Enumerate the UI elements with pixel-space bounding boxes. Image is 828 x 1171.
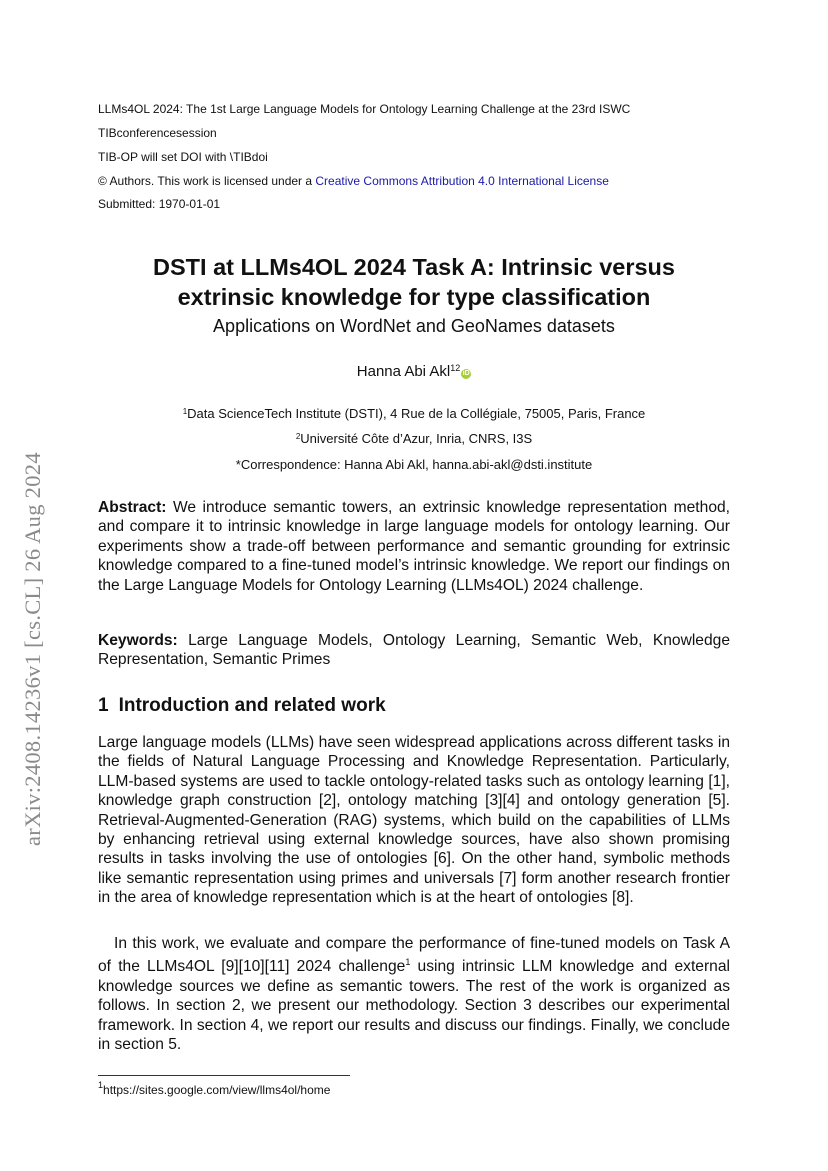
footnote-ref[interactable]: 1 (405, 957, 411, 968)
abstract-label: Abstract: (98, 499, 167, 516)
keywords-label: Keywords: (98, 632, 178, 649)
abstract-text: We introduce semantic towers, an extrinsic knowledge representation method, and compare it to intrinsic knowledge in large language models for ontology learning. Our experiments show a trade-off between performance and semantic grounding for extrinsic knowledge compared to a fine-tuned model’s intrinsic knowledge. We report our findings on the Large Language Models for Ontology Learning (LLMs4OL) 2024 challenge. (98, 499, 730, 594)
affiliation-1 (98, 406, 730, 421)
affiliation-mark: 2 (295, 432, 301, 441)
section-title: Introduction and related work (118, 695, 386, 716)
affiliation-text: Data ScienceTech Institute (DSTI), 4 Rue de la Collégiale, 75005, Paris, France (187, 406, 646, 421)
paper-title-line-1: DSTI at LLMs4OL 2024 Task A: Intrinsic versus (153, 254, 675, 280)
submitted-line: Submitted: 1970-01-01 (98, 197, 221, 211)
keywords (98, 631, 730, 670)
affiliation-text: Université Côte d’Azur, Inria, CNRS, I3S (300, 431, 533, 446)
footnote-url[interactable]: https://sites.google.com/view/llms4ol/home (103, 1083, 331, 1097)
intro-paragraph-1: Large language models (LLMs) have seen widespread applications across different tasks in the fields of Natural Language Processing and Knowledge Representation. Particularly, LLM-based systems are used to tackle ontology-related tasks such as ontology learning [1], knowledge graph construction [2], ontology matching [3][4] and ontology generation [5]. Retrieval-Augmented-Generation (RAG) systems, which build on the capabilities of LLMs by enhancing retrieval using external knowledge sources, have also shown promising results in tasks involving the use of ontologies [6]. On the other hand, symbolic methods like semantic representation using primes and universals [7] form another research frontier in the area of knowledge representation which is at the heart of ontologies [8]. (98, 734, 730, 907)
affiliation-mark: 1 (182, 407, 188, 416)
doi-line: TIB-OP will set DOI with \TIBdoi (98, 150, 268, 164)
orcid-icon[interactable]: iD (462, 370, 470, 377)
paper-title-line-2: extrinsic knowledge for type classification (177, 284, 651, 310)
author-line (98, 363, 730, 380)
license-prefix: © Authors. This work is licensed under a (98, 174, 316, 188)
footnote-mark: 1 (98, 1080, 104, 1090)
intro-paragraph-2 (98, 934, 730, 1054)
session-line: TIBconferencesession (98, 126, 217, 140)
footnote-rule (98, 1075, 350, 1076)
keywords-text: Large Language Models, Ontology Learning, Semantic Web, Knowledge Representation, Semantic Primes (98, 632, 730, 669)
paper-subtitle: Applications on WordNet and GeoNames datasets (213, 316, 615, 336)
arxiv-stamp: arXiv:2408.14236v1 [cs.CL] 26 Aug 2024 (20, 452, 45, 846)
author-affil-marks: 12 (450, 363, 461, 373)
venue-line: LLMs4OL 2024: The 1st Large Language Models for Ontology Learning Challenge at the 23rd ISWC (98, 102, 631, 116)
footnote (98, 1080, 330, 1097)
license-line (98, 174, 609, 188)
correspondence: *Correspondence: Hanna Abi Akl, hanna.abi-akl@dsti.institute (235, 457, 593, 472)
paragraph-text: using intrinsic LLM knowledge and external knowledge sources we define as semantic towers. The rest of the work is organized as follows. In section 2, we present our methodology. Section 3 describes our experimental framework. In section 4, we report our results and discuss our findings. Finally, we conclude in section 5. (98, 958, 730, 1054)
affiliation-2 (98, 431, 730, 446)
section-number: 1 (98, 695, 109, 716)
license-link[interactable]: Creative Commons Attribution 4.0 International License (315, 174, 609, 188)
section-heading (98, 695, 386, 717)
author-name: Hanna Abi Akl (356, 363, 451, 380)
paragraph-text: In this work, we evaluate and compare the performance of fine-tuned models on Task A of the LLMs4OL [9][10][11] 2024 challenge (98, 935, 730, 976)
abstract (98, 498, 730, 595)
